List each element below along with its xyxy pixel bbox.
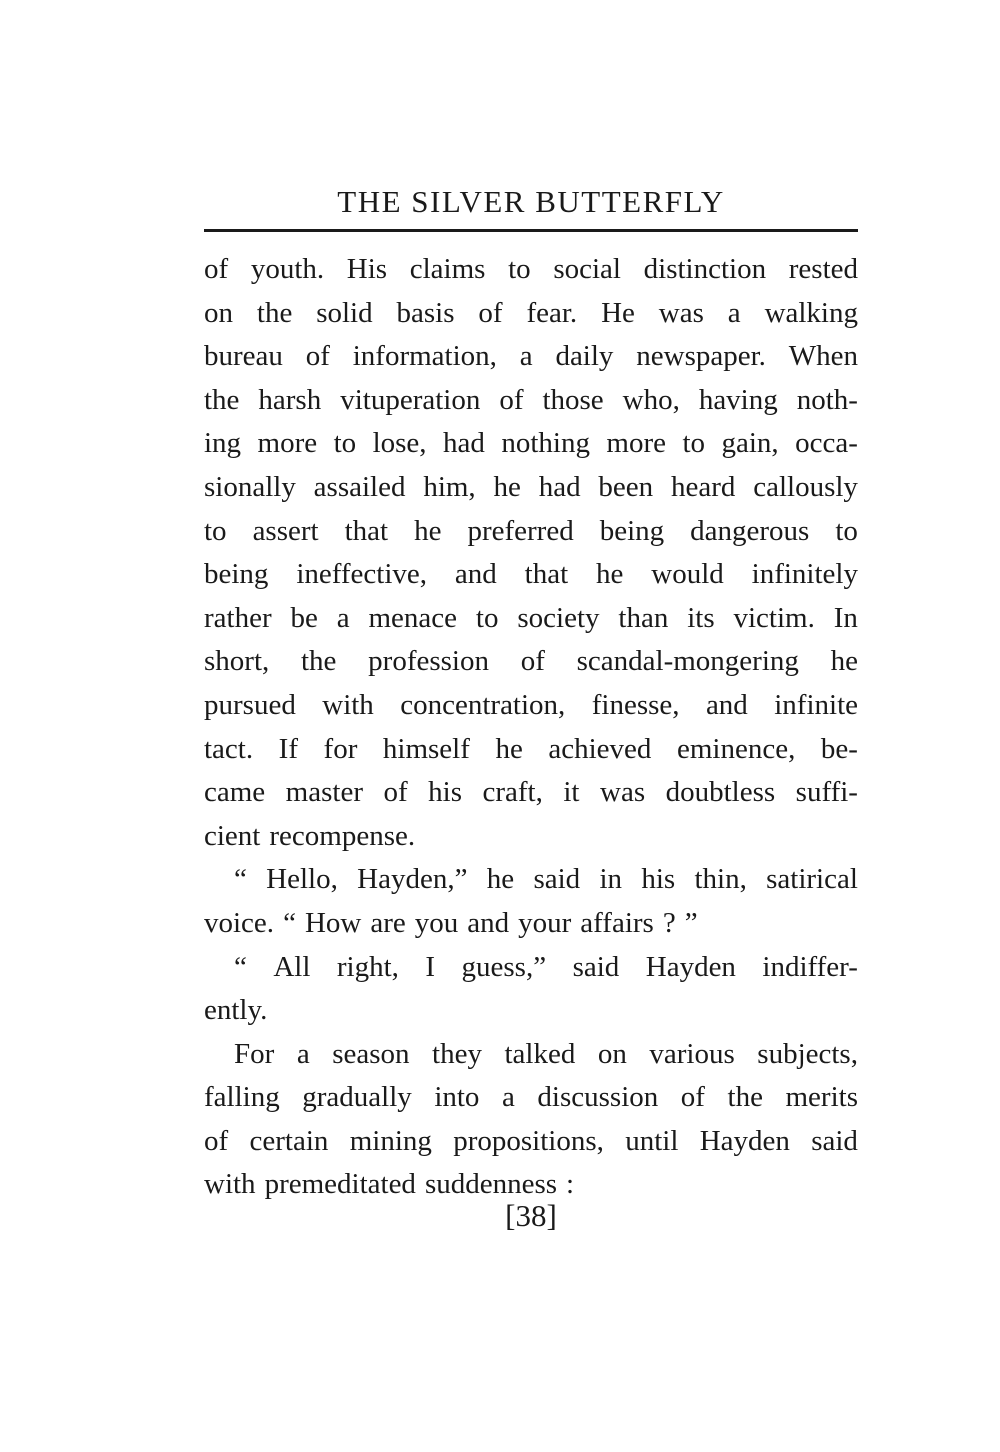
text-line: pursued with concentration, finesse, and infinite: [204, 688, 858, 721]
running-head: THE SILVER BUTTERFLY: [337, 184, 725, 219]
text-line: ing more to lose, had nothing more to gain, occa-: [204, 427, 858, 460]
text-line: of youth. His claims to social distinction rested: [204, 253, 858, 285]
text-line: came master of his craft, it was doubtless suffi-: [204, 776, 858, 809]
text-line: ently.: [204, 994, 268, 1027]
body-text: [204, 248, 858, 1207]
text-line: of certain mining propositions, until Hayden said: [204, 1124, 858, 1157]
text-line: on the solid basis of fear. He was a walking: [204, 296, 858, 329]
text-line: rather be a menace to society than its victim. In: [204, 601, 858, 634]
text-line: cient recompense.: [204, 819, 416, 852]
header-rule: [204, 229, 858, 232]
text-line: For a season they talked on various subjects,: [234, 1037, 858, 1070]
text-line: the harsh vituperation of those who, having noth-: [204, 383, 858, 416]
text-line: “ Hello, Hayden,” he said in his thin, satirical: [234, 863, 858, 896]
text-line: bureau of information, a daily newspaper. When: [204, 340, 858, 373]
text-line: with premeditated suddenness :: [204, 1168, 575, 1201]
text-line: short, the profession of scandal-mongering he: [204, 645, 858, 678]
text-line: “ All right, I guess,” said Hayden indiffer-: [234, 950, 858, 983]
text-line: being ineffective, and that he would infinitely: [204, 558, 858, 591]
text-line: sionally assailed him, he had been heard callously: [204, 470, 858, 503]
text-line: tact. If for himself he achieved eminence, be-: [204, 732, 858, 765]
page-number: [38]: [505, 1198, 557, 1233]
text-line: falling gradually into a discussion of the merits: [204, 1081, 858, 1114]
text-line: to assert that he preferred being dangerous to: [204, 514, 858, 547]
text-line: voice. “ How are you and your affairs ? ”: [204, 906, 698, 939]
